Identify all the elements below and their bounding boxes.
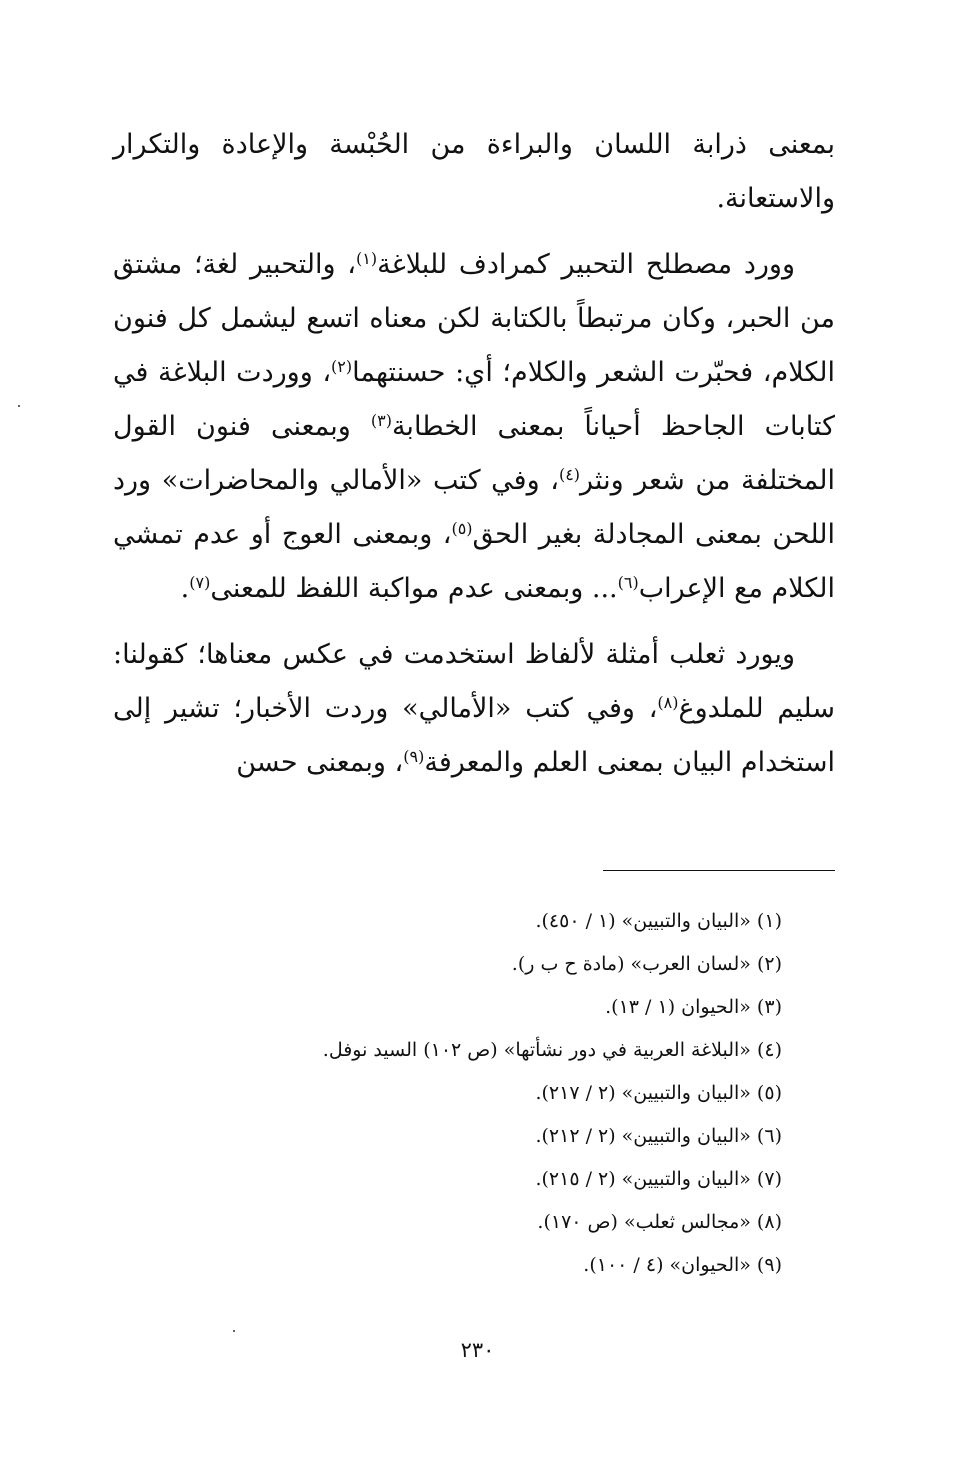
text-run: ويورد ثعلب أمثلة لألفاظ استخدمت في عكس معناها؛ كقولنا: سليم للملدوغ [113, 639, 835, 724]
footnote-reference: (٢) [331, 357, 353, 376]
footnotes-list [180, 900, 782, 1287]
footnote-reference: (١) [356, 249, 378, 268]
text-run: ، والتحبير لغة؛ مشتق من الحبر، وكان مرتبطاً بالكتابة لكن معناه اتسع ليشمل كل فنون الكلام، فحبّرت الشعر والكلام؛ أي: حسنتهما [113, 249, 835, 388]
text-run: ، وفي كتب «الأمالي والمحاضرات» ورد اللحن بمعنى المجادلة بغير الحق [113, 465, 835, 550]
footnote: (٦) «البيان والتبيين» (٢ / ٢١٢). [535, 1125, 782, 1147]
footnote-reference: (٣) [370, 411, 392, 430]
paragraph [113, 238, 835, 616]
footnote: (١) «البيان والتبيين» (١ / ٤٥٠). [535, 910, 782, 932]
footnote: (٧) «البيان والتبيين» (٢ / ٢١٥). [535, 1168, 782, 1190]
footnote-reference: (٤) [558, 465, 581, 484]
footnote-reference: (٦) [617, 573, 639, 592]
text-run: ، ووردت البلاغة في كتابات الجاحظ أحياناً بمعنى الخطابة [113, 357, 835, 442]
footnote: (٢) «لسان العرب» (مادة ح ب ر). [511, 953, 782, 975]
footnote: (٥) «البيان والتبيين» (٢ / ٢١٧). [535, 1082, 782, 1104]
footnote-reference: (٥) [451, 519, 473, 538]
footnote-reference: (٩) [403, 747, 425, 766]
footnote-separator [603, 870, 835, 871]
text-run: . [180, 573, 190, 604]
text-run: وبمعنى فنون القول المختلفة من شعر ونثر [113, 411, 835, 496]
footnote-reference: (٧) [189, 573, 211, 592]
footnote: (٨) «مجالس ثعلب» (ص ١٧٠). [537, 1211, 782, 1233]
text-run: وورد مصطلح التحبير كمرادف للبلاغة [377, 249, 795, 280]
footnote: (٩) «الحيوان» (٤ / ١٠٠). [583, 1254, 782, 1276]
main-text [113, 118, 835, 790]
text-run: ... وبمعنى عدم مواكبة اللفظ للمعنى [210, 573, 618, 604]
scan-speck [233, 1330, 235, 1332]
footnote: (٣) «الحيوان (١ / ١٣). [605, 996, 782, 1018]
paragraph [113, 118, 835, 226]
text-run: ، وبمعنى حسن [236, 747, 404, 778]
text-run: بمعنى ذرابة اللسان والبراءة من الحُبْسة والإعادة والتكرار والاستعانة. [113, 129, 835, 214]
footnote-reference: (٨) [657, 693, 679, 712]
text-run: ، وبمعنى العوج أو عدم تمشي الكلام مع الإعراب [113, 519, 835, 604]
scan-speck [18, 405, 20, 407]
text-run: ، وفي كتب «الأمالي» وردت الأخبار؛ تشير إلى استخدام البيان بمعنى العلم والمعرفة [113, 693, 835, 778]
paragraph [113, 628, 835, 790]
footnote: (٤) «البلاغة العربية في دور نشأتها» (ص ١٠٢) السيد نوفل. [322, 1039, 782, 1061]
page-number: ٢٣٠ [460, 1338, 495, 1362]
